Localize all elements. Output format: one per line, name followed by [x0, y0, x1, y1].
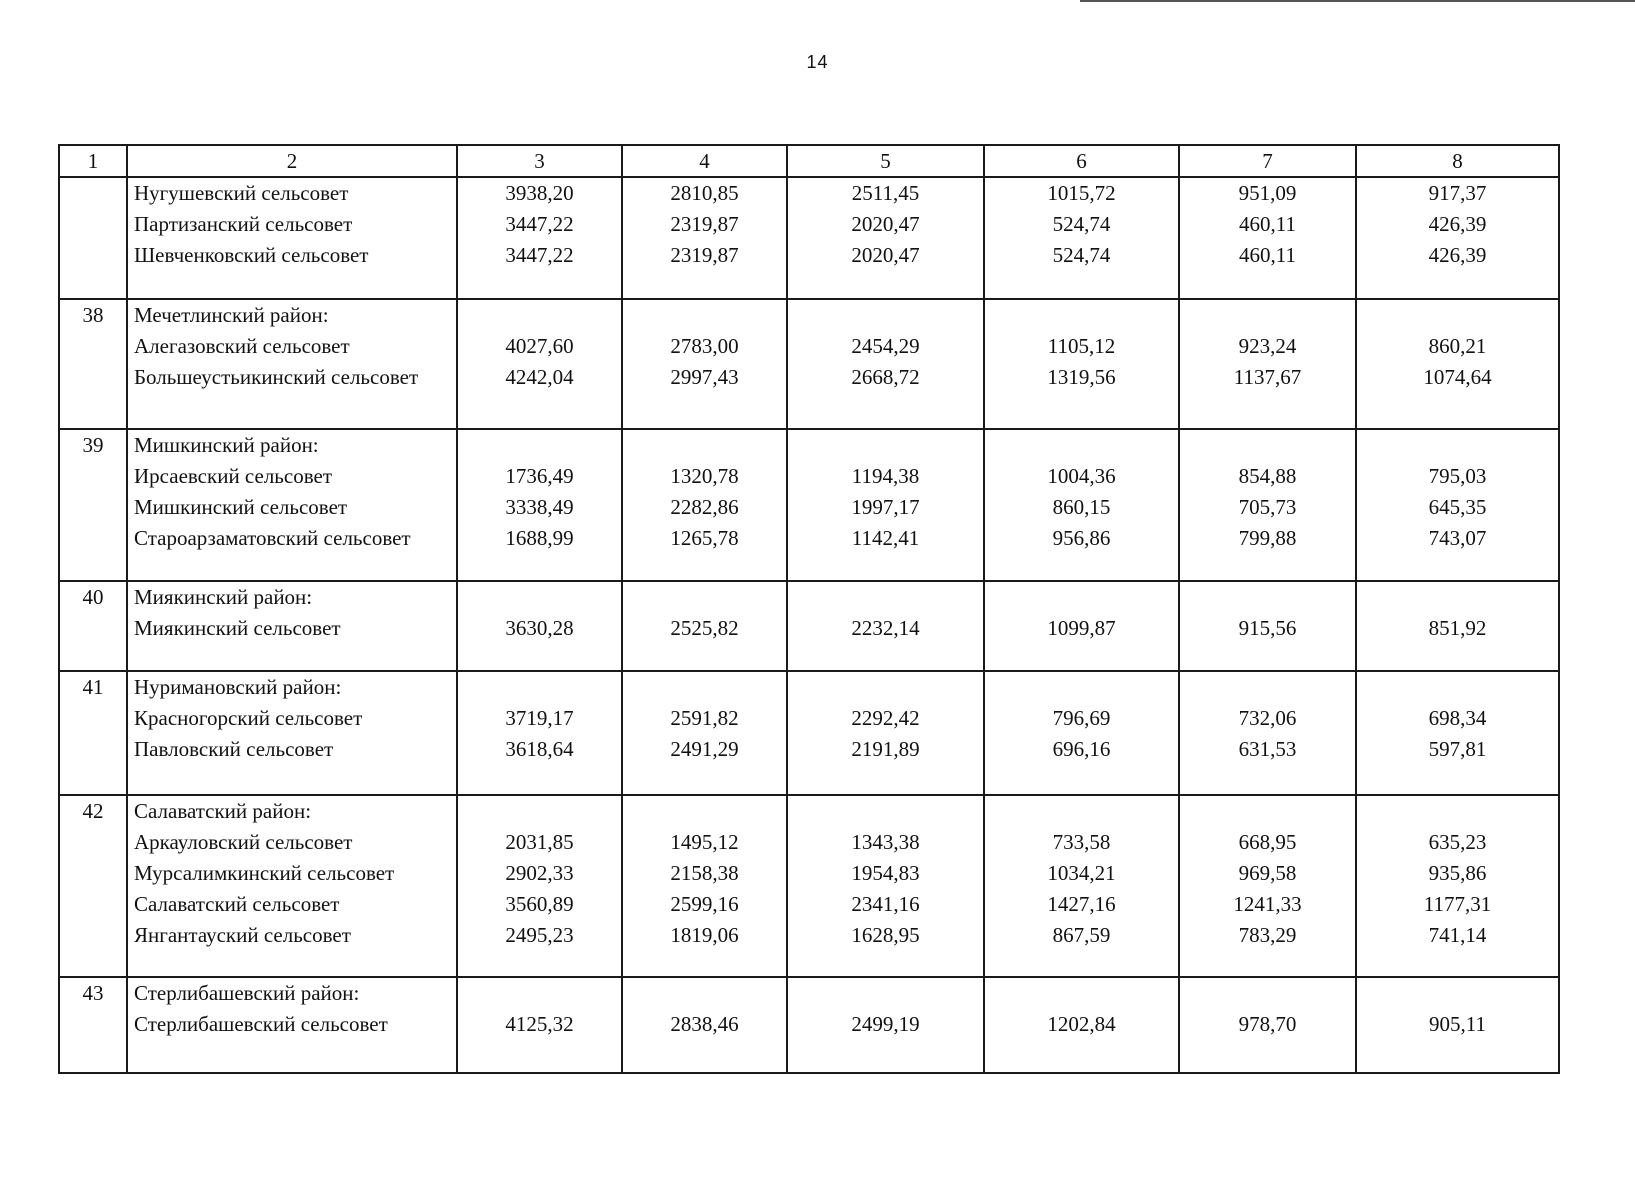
spacer — [458, 796, 621, 827]
value: 951,09 — [1238, 181, 1297, 205]
row-number-text: 41 — [82, 675, 104, 699]
value: 732,06 — [1238, 706, 1297, 730]
value-cell-col6 — [984, 795, 1179, 977]
header-cell: 4 — [622, 145, 787, 177]
value: 799,88 — [1238, 526, 1297, 550]
value: 3938,20 — [505, 181, 574, 205]
value-cell-col5 — [787, 977, 984, 1073]
scan-edge-line — [1080, 0, 1635, 2]
value-cell-col6 — [984, 977, 1179, 1073]
council-name: Красногорский сельсовет — [134, 706, 363, 730]
name-cell — [127, 177, 457, 299]
spacer — [1180, 300, 1355, 331]
header-row — [59, 145, 1559, 177]
value: 860,15 — [1052, 495, 1111, 519]
value: 2838,46 — [670, 1012, 739, 1036]
value: 1736,49 — [505, 464, 574, 488]
header-cell: 5 — [787, 145, 984, 177]
value-cell-col5 — [787, 429, 984, 581]
council-name: Янгантауский сельсовет — [134, 923, 351, 947]
row-number-text: 38 — [82, 303, 104, 327]
row-number — [59, 671, 127, 795]
value-cell-col5 — [787, 795, 984, 977]
spacer — [1357, 582, 1558, 613]
value: 2499,19 — [851, 1012, 920, 1036]
council-name: Мурсалимкинский сельсовет — [134, 861, 395, 885]
spacer — [1180, 796, 1355, 827]
spacer — [1357, 430, 1558, 461]
group-row — [59, 299, 1559, 429]
value: 631,53 — [1238, 737, 1297, 761]
value: 426,39 — [1428, 243, 1487, 267]
table-body — [59, 177, 1559, 1073]
header-cell: 2 — [127, 145, 457, 177]
value-cell-col7 — [1179, 429, 1356, 581]
spacer — [985, 978, 1178, 1009]
value: 1241,33 — [1233, 892, 1302, 916]
row-number — [59, 177, 127, 299]
value-cell-col8 — [1356, 795, 1559, 977]
value: 460,11 — [1239, 243, 1296, 267]
value: 3719,17 — [505, 706, 574, 730]
value: 1319,56 — [1047, 365, 1116, 389]
spacer — [985, 672, 1178, 703]
value: 1819,06 — [670, 923, 739, 947]
value: 2599,16 — [670, 892, 739, 916]
value: 2232,14 — [851, 616, 920, 640]
value: 2997,43 — [670, 365, 739, 389]
value: 2319,87 — [670, 212, 739, 236]
spacer — [788, 300, 983, 331]
value-cell-col3 — [457, 429, 622, 581]
value-cell-col4 — [622, 299, 787, 429]
value: 3447,22 — [505, 212, 574, 236]
value-cell-col3 — [457, 795, 622, 977]
value: 1688,99 — [505, 526, 574, 550]
value: 923,24 — [1238, 334, 1297, 358]
spacer — [788, 978, 983, 1009]
value: 1074,64 — [1423, 365, 1492, 389]
council-name: Нугушевский сельсовет — [134, 181, 349, 205]
value: 668,95 — [1238, 830, 1297, 854]
value: 1343,38 — [851, 830, 920, 854]
value-cell-col7 — [1179, 671, 1356, 795]
value: 733,58 — [1052, 830, 1111, 854]
value: 4027,60 — [505, 334, 574, 358]
spacer — [458, 430, 621, 461]
group-row — [59, 581, 1559, 671]
spacer — [985, 582, 1178, 613]
value: 2491,29 — [670, 737, 739, 761]
value-cell-col5 — [787, 177, 984, 299]
value: 956,86 — [1052, 526, 1111, 550]
value: 4125,32 — [505, 1012, 574, 1036]
spacer — [788, 430, 983, 461]
council-name: Стерлибашевский сельсовет — [134, 1012, 388, 1036]
value: 1177,31 — [1423, 892, 1492, 916]
row-number — [59, 977, 127, 1073]
value-cell-col8 — [1356, 429, 1559, 581]
council-name: Партизанский сельсовет — [134, 212, 353, 236]
value: 3630,28 — [505, 616, 574, 640]
name-cell — [127, 795, 457, 977]
value: 3447,22 — [505, 243, 574, 267]
spacer — [985, 430, 1178, 461]
spacer — [788, 796, 983, 827]
spacer — [623, 978, 786, 1009]
value: 1099,87 — [1047, 616, 1116, 640]
row-number-text: 40 — [82, 585, 104, 609]
value-cell-col4 — [622, 429, 787, 581]
value-cell-col4 — [622, 977, 787, 1073]
value: 1628,95 — [851, 923, 920, 947]
council-name: Ирсаевский сельсовет — [134, 464, 332, 488]
value-cell-col5 — [787, 581, 984, 671]
value: 2341,16 — [851, 892, 920, 916]
spacer — [1357, 672, 1558, 703]
row-number-text: 43 — [82, 981, 104, 1005]
value: 796,69 — [1052, 706, 1111, 730]
value: 635,23 — [1428, 830, 1487, 854]
council-name: Салаватский сельсовет — [134, 892, 340, 916]
row-number — [59, 795, 127, 977]
spacer — [458, 582, 621, 613]
value: 1265,78 — [670, 526, 739, 550]
spacer — [1180, 582, 1355, 613]
value: 705,73 — [1238, 495, 1297, 519]
value: 2158,38 — [670, 861, 739, 885]
value: 2454,29 — [851, 334, 920, 358]
value: 1202,84 — [1047, 1012, 1116, 1036]
value-cell-col4 — [622, 671, 787, 795]
value: 2031,85 — [505, 830, 574, 854]
row-number-text — [60, 178, 126, 209]
value-cell-col6 — [984, 581, 1179, 671]
value: 1034,21 — [1047, 861, 1116, 885]
page-number: 14 — [806, 52, 829, 72]
group-row — [59, 795, 1559, 977]
spacer — [1357, 796, 1558, 827]
row-number-text: 39 — [82, 433, 104, 457]
value: 597,81 — [1428, 737, 1487, 761]
value: 969,58 — [1238, 861, 1297, 885]
value-cell-col5 — [787, 671, 984, 795]
header-cell: 7 — [1179, 145, 1356, 177]
value: 1194,38 — [851, 464, 920, 488]
value-cell-col3 — [457, 977, 622, 1073]
value-cell-col3 — [457, 581, 622, 671]
district-title: Мечетлинский район: — [134, 303, 329, 327]
spacer — [1180, 430, 1355, 461]
value: 3338,49 — [505, 495, 574, 519]
value: 2282,86 — [670, 495, 739, 519]
header-cell: 1 — [59, 145, 127, 177]
value-cell-col4 — [622, 795, 787, 977]
value: 524,74 — [1052, 243, 1111, 267]
value: 743,07 — [1428, 526, 1487, 550]
value-cell-col7 — [1179, 581, 1356, 671]
value-cell-col8 — [1356, 671, 1559, 795]
value-cell-col6 — [984, 177, 1179, 299]
council-name: Староарзаматовский сельсовет — [134, 526, 411, 550]
value-cell-col7 — [1179, 299, 1356, 429]
value: 1320,78 — [670, 464, 739, 488]
council-name: Мишкинский сельсовет — [134, 495, 348, 519]
value: 1015,72 — [1047, 181, 1116, 205]
value-cell-col6 — [984, 299, 1179, 429]
council-name: Шевченковский сельсовет — [134, 243, 369, 267]
value-cell-col3 — [457, 299, 622, 429]
council-name: Павловский сельсовет — [134, 737, 334, 761]
group-row — [59, 977, 1559, 1073]
spacer — [788, 582, 983, 613]
value: 915,56 — [1238, 616, 1297, 640]
value: 1142,41 — [851, 526, 920, 550]
value: 795,03 — [1428, 464, 1487, 488]
value: 2591,82 — [670, 706, 739, 730]
value: 741,14 — [1428, 923, 1487, 947]
spacer — [788, 672, 983, 703]
value-cell-col6 — [984, 671, 1179, 795]
value: 696,16 — [1052, 737, 1111, 761]
council-name: Большеустьикинский сельсовет — [134, 365, 419, 389]
value-cell-col4 — [622, 177, 787, 299]
name-cell — [127, 671, 457, 795]
value: 1004,36 — [1047, 464, 1116, 488]
value-cell-col8 — [1356, 581, 1559, 671]
value-cell-col6 — [984, 429, 1179, 581]
value: 2783,00 — [670, 334, 739, 358]
value: 2020,47 — [851, 212, 920, 236]
value: 2668,72 — [851, 365, 920, 389]
council-name: Алегазовский сельсовет — [134, 334, 350, 358]
header-cell: 8 — [1356, 145, 1559, 177]
group-row — [59, 177, 1559, 299]
value: 524,74 — [1052, 212, 1111, 236]
value: 854,88 — [1238, 464, 1297, 488]
value: 1954,83 — [851, 861, 920, 885]
value: 2319,87 — [670, 243, 739, 267]
district-title: Стерлибашевский район: — [134, 981, 360, 1005]
value: 860,21 — [1428, 334, 1487, 358]
value: 935,86 — [1428, 861, 1487, 885]
value: 905,11 — [1429, 1012, 1486, 1036]
spacer — [1357, 300, 1558, 331]
row-number — [59, 429, 127, 581]
value: 1427,16 — [1047, 892, 1116, 916]
council-name: Аркауловский сельсовет — [134, 830, 353, 854]
spacer — [1180, 672, 1355, 703]
value: 2511,45 — [851, 181, 920, 205]
name-cell — [127, 429, 457, 581]
council-name: Миякинский сельсовет — [134, 616, 341, 640]
value-cell-col7 — [1179, 177, 1356, 299]
value: 2020,47 — [851, 243, 920, 267]
value: 4242,04 — [505, 365, 574, 389]
value: 1137,67 — [1233, 365, 1302, 389]
value: 2810,85 — [670, 181, 739, 205]
value-cell-col7 — [1179, 977, 1356, 1073]
spacer — [1357, 978, 1558, 1009]
value: 978,70 — [1238, 1012, 1297, 1036]
spacer — [985, 300, 1178, 331]
value: 1997,17 — [851, 495, 920, 519]
value: 2292,42 — [851, 706, 920, 730]
value: 2495,23 — [505, 923, 574, 947]
spacer — [985, 796, 1178, 827]
data-table — [58, 144, 1560, 1074]
value: 645,35 — [1428, 495, 1487, 519]
spacer — [623, 796, 786, 827]
spacer — [458, 300, 621, 331]
value: 783,29 — [1238, 923, 1297, 947]
spacer — [623, 430, 786, 461]
value: 2902,33 — [505, 861, 574, 885]
value-cell-col8 — [1356, 977, 1559, 1073]
spacer — [1180, 978, 1355, 1009]
value-cell-col7 — [1179, 795, 1356, 977]
value: 460,11 — [1239, 212, 1296, 236]
row-number — [59, 581, 127, 671]
value-cell-col8 — [1356, 177, 1559, 299]
spacer — [458, 672, 621, 703]
value: 426,39 — [1428, 212, 1487, 236]
name-cell — [127, 299, 457, 429]
spacer — [623, 300, 786, 331]
value: 2525,82 — [670, 616, 739, 640]
value: 1105,12 — [1047, 334, 1116, 358]
row-number-text: 42 — [82, 799, 104, 823]
spacer — [623, 672, 786, 703]
value: 3618,64 — [505, 737, 574, 761]
district-title: Мишкинский район: — [134, 433, 319, 457]
value: 917,37 — [1428, 181, 1487, 205]
header-cell: 3 — [457, 145, 622, 177]
name-cell — [127, 581, 457, 671]
header-cell: 6 — [984, 145, 1179, 177]
row-number — [59, 299, 127, 429]
spacer — [458, 978, 621, 1009]
value-cell-col3 — [457, 177, 622, 299]
value: 851,92 — [1428, 616, 1487, 640]
spacer — [623, 582, 786, 613]
value: 3560,89 — [505, 892, 574, 916]
name-cell — [127, 977, 457, 1073]
value: 2191,89 — [851, 737, 920, 761]
value-cell-col5 — [787, 299, 984, 429]
value-cell-col8 — [1356, 299, 1559, 429]
district-title: Миякинский район: — [134, 585, 313, 609]
value: 698,34 — [1428, 706, 1487, 730]
value: 867,59 — [1052, 923, 1111, 947]
value-cell-col4 — [622, 581, 787, 671]
value: 1495,12 — [670, 830, 739, 854]
district-title: Нуримановский район: — [134, 675, 342, 699]
group-row — [59, 671, 1559, 795]
district-title: Салаватский район: — [134, 799, 312, 823]
value-cell-col3 — [457, 671, 622, 795]
group-row — [59, 429, 1559, 581]
